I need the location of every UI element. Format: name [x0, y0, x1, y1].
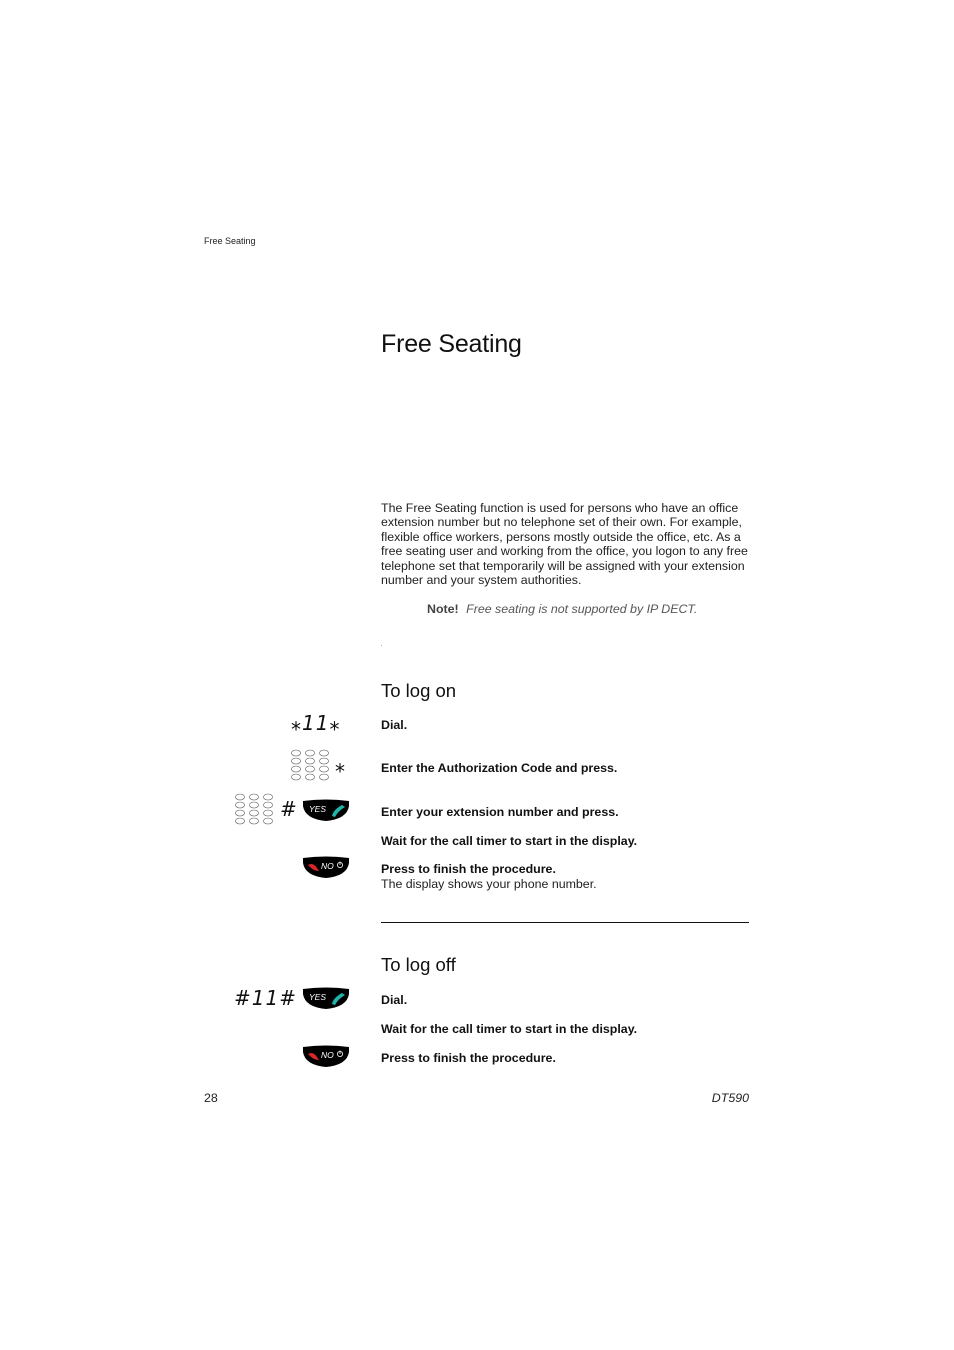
page-title: Free Seating: [381, 330, 522, 358]
model-name: DT590: [711, 1091, 749, 1105]
keypad-icon: [290, 749, 332, 781]
star-key-icon: ⁎: [291, 711, 302, 735]
no-label: NO: [321, 1050, 334, 1060]
yes-button-icon: [302, 987, 350, 1010]
page-number: 28: [204, 1091, 218, 1105]
note: [427, 602, 697, 616]
log-on-heading: To log on: [381, 680, 457, 701]
hash-key-icon: #: [280, 797, 298, 821]
yes-label: YES: [309, 804, 327, 814]
log-on-step-1-text: Dial.: [381, 718, 408, 732]
log-off-step-3-text: Press to finish the procedure.: [381, 1051, 556, 1065]
log-on-step-4-text: Wait for the call timer to start in the display.: [381, 834, 638, 848]
hash-key-icon: #: [234, 986, 252, 1010]
log-on-step-5-text: Press to finish the procedure.: [381, 862, 556, 876]
yes-label: YES: [309, 992, 327, 1002]
no-button-icon: [302, 1045, 350, 1068]
note-text: Free seating is not supported by IP DECT.: [466, 602, 698, 616]
section-divider: [381, 922, 749, 923]
log-on-step-2-text: Enter the Authorization Code and press.: [381, 761, 618, 775]
log-off-step-1-text: Dial.: [381, 993, 408, 1007]
digit-key: 1: [302, 711, 316, 735]
log-on-step-3-text: Enter your extension number and press.: [381, 805, 619, 819]
log-off-step-2-text: Wait for the call timer to start in the display.: [381, 1022, 638, 1036]
dial-star-11-star-keys: [291, 712, 340, 734]
digit-key: 1: [265, 986, 280, 1010]
star-key-icon: ⁎: [335, 753, 346, 777]
star-key-icon: ⁎: [329, 711, 341, 735]
note-label: Note!: [427, 602, 459, 616]
digit-key: 1: [315, 711, 330, 735]
hash-key-icon: #: [279, 986, 297, 1010]
log-off-heading: To log off: [381, 954, 456, 975]
keypad-icon: [234, 793, 276, 825]
stray-dot: [381, 645, 382, 646]
log-on-step-5-subtext: The display shows your phone number.: [381, 877, 597, 891]
dial-hash-11-hash-keys: [234, 987, 297, 1009]
running-header: Free Seating: [204, 236, 256, 246]
digit-key: 1: [251, 986, 266, 1010]
no-button-icon: [302, 856, 350, 879]
yes-button-icon: [302, 799, 350, 822]
no-label: NO: [321, 861, 334, 871]
intro-paragraph: The Free Seating function is used for persons who have an office extension number but no telephone set of their own. For example, flexible office workers, persons mostly outside the office, etc. As a free seating user and working from the office, you logon to any free telephone set that temporarily will be assigned with your extension number and your system authorities.: [381, 501, 748, 588]
